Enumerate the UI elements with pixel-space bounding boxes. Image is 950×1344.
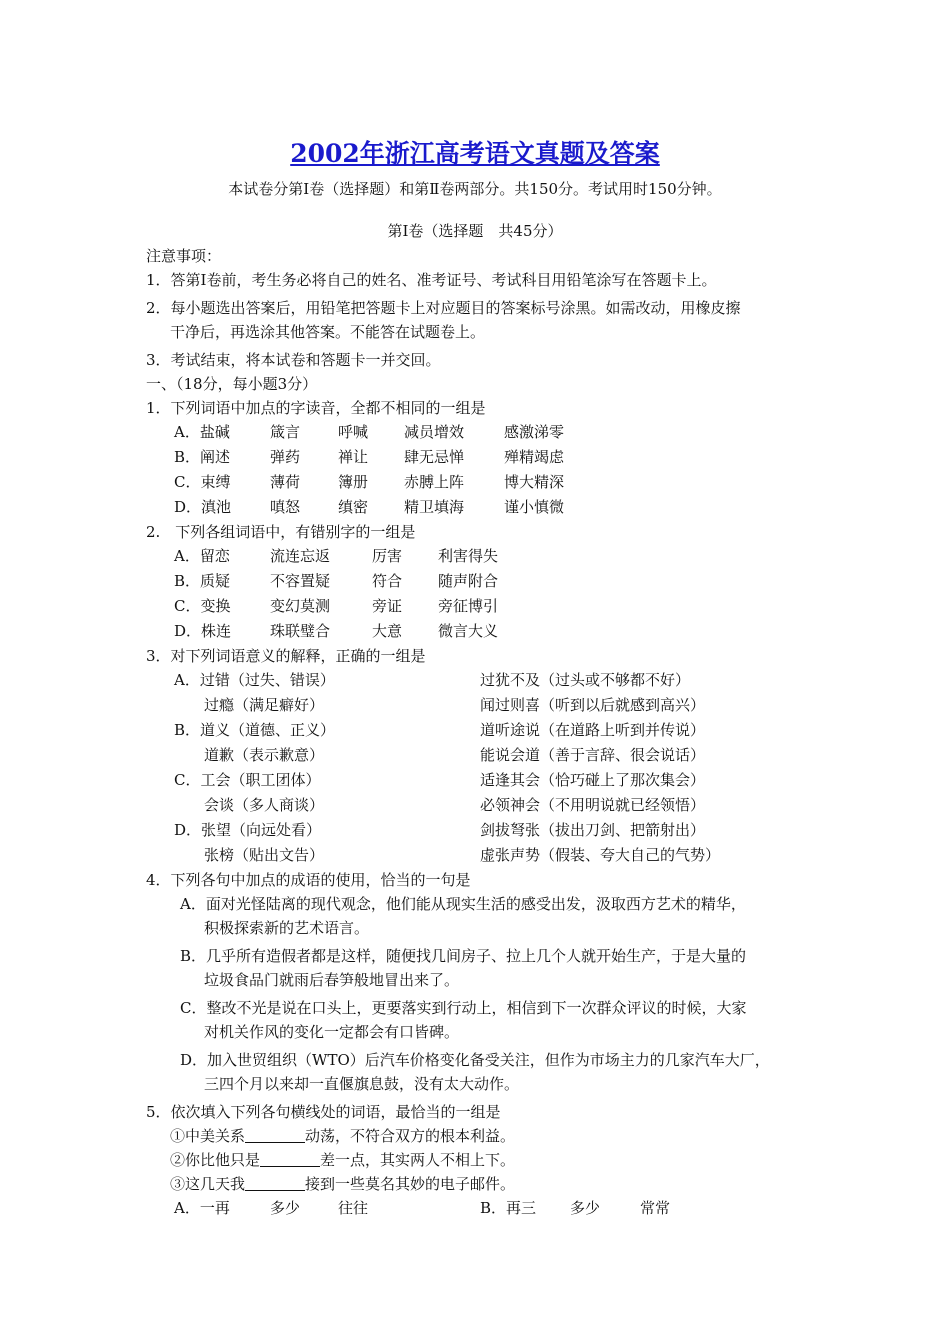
q1-option-a: A．盐碱 箴言 呼喊 减员增效 感激涕零 (174, 423, 565, 441)
q5-options: A．一再 多少 往往 B．再三 多少 常常 (174, 1199, 671, 1217)
q3-row: 道歉（表示歉意） 能说会道（善于言辞、很会说话） (204, 746, 706, 764)
q1-option-b: B．阐述 弹药 禅让 肆无忌惮 殚精竭虑 (174, 448, 565, 466)
page-title[interactable]: 2002年浙江高考语文真题及答案 (290, 139, 660, 168)
q3-row: C．工会（职工团体） 适逢其会（恰巧碰上了那次集会） (174, 771, 706, 789)
q4-option-c-cont: 对机关作风的变化一定都会有口皆碑。 (204, 1023, 460, 1041)
exam-intro: 本试卷分第Ⅰ卷（选择题）和第Ⅱ卷两部分。共150分。考试用时150分钟。 (228, 180, 722, 198)
q4-option-b-cont: 垃圾食品门就雨后春笋般地冒出来了。 (204, 971, 460, 989)
q2-option-c: C．变换 变幻莫测 旁证 旁征博引 (174, 597, 499, 615)
q1-stem: 1．下列词语中加点的字读音，全都不相同的一组是 (146, 399, 486, 417)
q3-row: 张榜（贴出文告） 虚张声势（假装、夸大自己的气势） (204, 846, 721, 864)
q4-option-d: D．加入世贸组织（WTO）后汽车价格变化备受关注，但作为市场主力的几家汽车大厂， (180, 1051, 770, 1069)
q4-option-a-cont: 积极探索新的艺术语言。 (204, 919, 370, 937)
note-2-cont: 干净后，再选涂其他答案。不能答在试题卷上。 (170, 323, 486, 341)
q3-row: 过瘾（满足癖好） 闻过则喜（听到以后就感到高兴） (204, 696, 706, 714)
q2-option-d: D．株连 珠联璧合 大意 微言大义 (174, 622, 499, 640)
note-2: 2．每小题选出答案后，用铅笔把答题卡上对应题目的答案标号涂黑。如需改动，用橡皮擦 (146, 299, 741, 317)
q4-option-a: A．面对光怪陆离的现代观念，他们能从现实生活的感受出发，汲取西方艺术的精华， (180, 895, 746, 913)
exam-body (146, 244, 816, 1221)
q2-option-b: B．质疑 不容置疑 符合 随声附合 (174, 572, 499, 590)
answer-blank (245, 1174, 305, 1191)
q3-row: A．过错（过失、错误） 过犹不及（过头或不够都不好） (174, 671, 691, 689)
q2-stem: 2. 下列各组词语中，有错别字的一组是 (146, 523, 416, 541)
q5-sentence-3: ③这几天我 接到一些莫名其妙的电子邮件。 (170, 1175, 516, 1193)
q4-stem: 4．下列各句中加点的成语的使用，恰当的一句是 (146, 871, 471, 889)
part-1-heading: 一、（18分，每小题3分） (146, 375, 318, 393)
q3-stem: 3．对下列词语意义的解释，正确的一组是 (146, 647, 426, 665)
note-3: 3．考试结束，将本试卷和答题卡一并交回。 (146, 351, 441, 369)
q4-option-d-cont: 三四个月以来却一直偃旗息鼓，没有太大动作。 (204, 1075, 520, 1093)
section-heading: 第Ⅰ卷（选择题 共45分） (387, 222, 563, 240)
q4-option-c: C．整改不光是说在口头上，更要落实到行动上，相信到下一次群众评议的时候，大家 (180, 999, 747, 1017)
q3-row: D．张望（向远处看） 剑拔弩张（拔出刀剑、把箭射出） (174, 821, 706, 839)
note-1: 1．答第Ⅰ卷前，考生务必将自己的姓名、准考证号、考试科目用铅笔涂写在答题卡上。 (146, 271, 717, 289)
q2-option-a: A．留恋 流连忘返 厉害 利害得失 (174, 547, 499, 565)
answer-blank (260, 1150, 320, 1167)
q4-option-b: B．几乎所有造假者都是这样，随便找几间房子、拉上几个人就开始生产，于是大量的 (180, 947, 747, 965)
q5-stem: 5．依次填入下列各句横线处的词语，最恰当的一组是 (146, 1103, 501, 1121)
q5-sentence-2: ②你比他只是 差一点，其实两人不相上下。 (170, 1151, 516, 1169)
q5-sentence-1: ①中美关系 动荡，不符合双方的根本利益。 (170, 1127, 516, 1145)
q3-row: 会谈（多人商谈） 必领神会（不用明说就已经领悟） (204, 796, 706, 814)
answer-blank (245, 1126, 305, 1143)
q1-option-d: D．滇池 嗔怒 缜密 精卫填海 谨小慎微 (174, 498, 565, 516)
q3-row: B．道义（道德、正义） 道听途说（在道路上听到并传说） (174, 721, 706, 739)
notes-heading: 注意事项： (146, 247, 222, 265)
q1-option-c: C．束缚 薄荷 簿册 赤膊上阵 博大精深 (174, 473, 565, 491)
